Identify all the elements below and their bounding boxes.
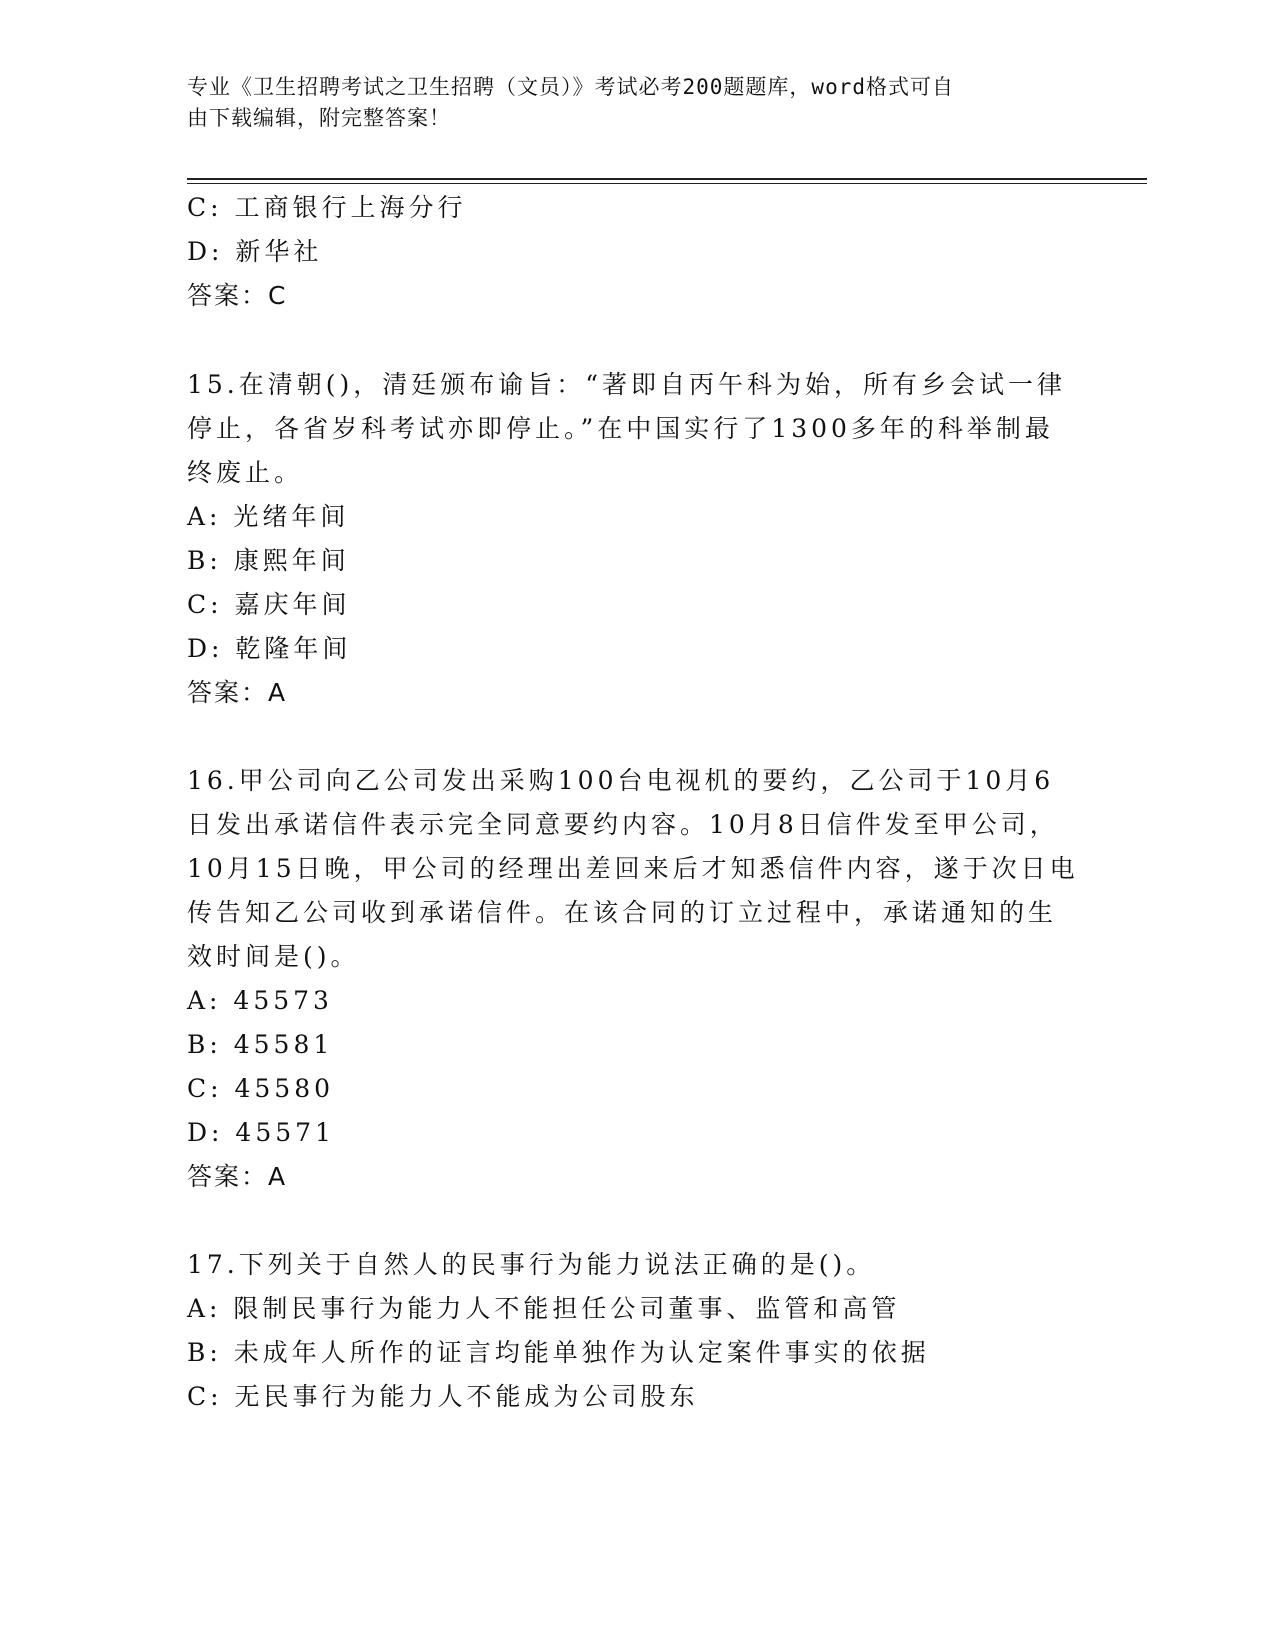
question-16-line-5: 效时间是()。 (187, 942, 360, 971)
option-a: A: 限制民事行为能力人不能担任公司董事、监管和高管 (187, 1294, 901, 1323)
question-16-line-1: 16.甲公司向乙公司发出采购100台电视机的要约，乙公司于10月6 (187, 766, 1055, 795)
option-a: A: 45573 (187, 986, 333, 1015)
question-16-line-2: 日发出承诺信件表示完全同意要约内容。10月8日信件发至甲公司， (187, 810, 1059, 839)
option-c: C: 嘉庆年间 (187, 590, 351, 619)
header-divider-thick (187, 178, 1147, 180)
header-line-1: 专业《卫生招聘考试之卫生招聘（文员）》考试必考200题题库，word格式可自 (187, 75, 954, 99)
question-15-line-1: 15.在清朝()，清廷颁布谕旨：“著即自丙午科为始，所有乡会试一律 (187, 370, 1067, 399)
option-b: B: 康熙年间 (187, 546, 350, 575)
option-b: B: 45581 (187, 1030, 334, 1059)
option-a: A: 光绪年间 (187, 502, 350, 531)
option-c: C: 工商银行上海分行 (187, 193, 467, 222)
header-line-2: 由下载编辑，附完整答案！ (187, 106, 451, 130)
header-divider-thin (187, 183, 1147, 184)
question-15-line-2: 停止，各省岁科考试亦即停止。”在中国实行了1300多年的科举制最 (187, 414, 1054, 443)
question-15-line-3: 终废止。 (187, 458, 304, 487)
answer-line: 答案：C (187, 281, 288, 310)
document-header (187, 72, 1087, 134)
option-d: D: 45571 (187, 1118, 335, 1147)
question-16-line-3: 10月15日晚，甲公司的经理出差回来后才知悉信件内容，遂于次日电 (187, 854, 1079, 883)
option-d: D: 新华社 (187, 237, 323, 266)
answer-line: 答案：A (187, 678, 288, 707)
option-d: D: 乾隆年间 (187, 634, 352, 663)
question-16-line-4: 传告知乙公司收到承诺信件。在该合同的订立过程中，承诺通知的生 (187, 898, 1058, 927)
answer-line: 答案：A (187, 1162, 288, 1191)
question-17-line-1: 17.下列关于自然人的民事行为能力说法正确的是()。 (187, 1250, 876, 1279)
option-c: C: 45580 (187, 1074, 335, 1103)
option-b: B: 未成年人所作的证言均能单独作为认定案件事实的依据 (187, 1338, 930, 1367)
option-c: C: 无民事行为能力人不能成为公司股东 (187, 1382, 699, 1411)
